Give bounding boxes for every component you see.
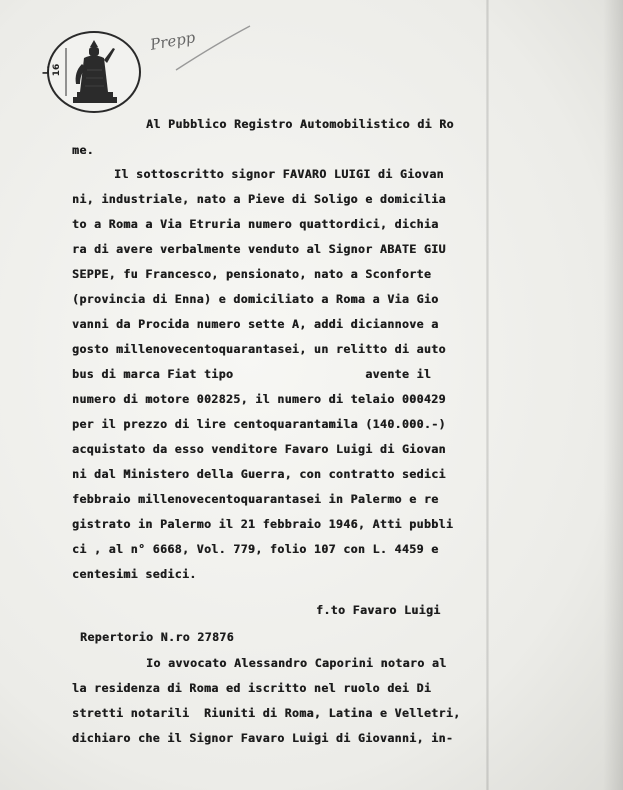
text-line: vanni da Procida numero sette A, addi diciannove a <box>72 317 439 331</box>
text-line: per il prezzo di lire centoquarantamila (140.000.-) <box>72 417 446 431</box>
stamp-code: L. 16 <box>42 63 62 77</box>
text-line: numero di motore 002825, il numero di telaio 000429 <box>72 392 446 406</box>
text-line: ni, industriale, nato a Pieve di Soligo e domicilia <box>72 192 446 206</box>
text-line: (provincia di Enna) e domiciliato a Roma a Via Gio <box>72 292 439 306</box>
text-line: acquistato da esso venditore Favaro Luigi di Giovan <box>72 442 446 456</box>
text-line: stretti notarili Riuniti di Roma, Latina e Velletri, <box>72 706 461 720</box>
text-line: me. <box>72 143 94 157</box>
text-line: Al Pubblico Registro Automobilistico di Ro <box>146 117 454 131</box>
text-line: ni dal Ministero della Guerra, con contratto sedici <box>72 467 446 481</box>
text-line: Il sottoscritto signor FAVARO LUIGI di Giovan <box>114 167 444 181</box>
handwritten-note-text: Prepp <box>148 28 197 54</box>
text-line: la residenza di Roma ed iscritto nel ruolo dei Di <box>72 681 432 695</box>
text-line: bus di marca Fiat tipo avente il <box>72 367 432 381</box>
text-line: febbraio millenovecentoquarantasei in Palermo e re <box>72 492 439 506</box>
text-line: dichiaro che il Signor Favaro Luigi di Giovanni, in- <box>72 731 454 745</box>
text-line: SEPPE, fu Francesco, pensionato, nato a Sconforte <box>72 267 432 281</box>
text-line: Io avvocato Alessandro Caporini notaro al <box>146 656 447 670</box>
signature-line: f.to Favaro Luigi <box>316 603 441 617</box>
text-line: gosto millenovecentoquarantasei, un relitto di auto <box>72 342 446 356</box>
text-line: to a Roma a Via Etruria numero quattordici, dichia <box>72 217 439 231</box>
text-line: ra di avere verbalmente venduto al Signor ABATE GIU <box>72 242 446 256</box>
repertorio-line: Repertorio N.ro 27876 <box>80 630 234 644</box>
text-line: gistrato in Palermo il 21 febbraio 1946, Atti pubbli <box>72 517 454 531</box>
text-line: ci , al n° 6668, Vol. 779, folio 107 con L. 4459 e <box>72 542 439 556</box>
text-line: centesimi sedici. <box>72 567 197 581</box>
